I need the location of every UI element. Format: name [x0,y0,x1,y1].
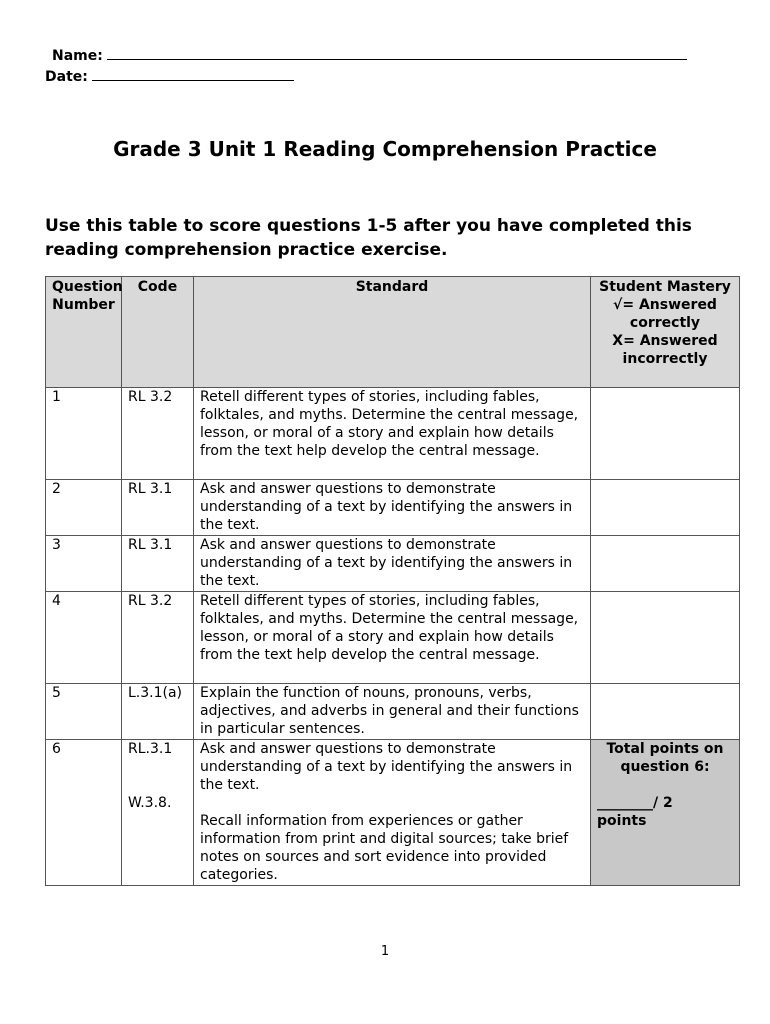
standard-text-2: Recall information from experiences or gather information from print and digital sources; take brief notes on sources and sort evidence into provided categories. [200,813,569,883]
standard-code [122,740,194,886]
table-row [46,480,740,536]
standard-text [194,740,591,886]
header-standard: Standard [194,277,591,388]
standard-text: Retell different types of stories, including fables, folktales, and myths. Determine the central message, lesson, or moral of a story and explain how details from the text help develop the central message. [194,388,591,480]
standard-text: Ask and answer questions to demonstrate understanding of a text by identifying the answers in the text. [194,480,591,536]
question-number: 2 [46,480,122,536]
header-row [46,277,740,388]
score-table [45,276,740,886]
standard-text: Ask and answer questions to demonstrate understanding of a text by identifying the answers in the text. [194,536,591,592]
name-line[interactable] [107,46,687,60]
question-number: 3 [46,536,122,592]
standard-code: RL 3.2 [122,592,194,684]
standard-code-2: W.3.8. [128,795,172,811]
question-number: 1 [46,388,122,480]
points-blank[interactable]: ________/ 2 [597,795,673,811]
mastery-cell[interactable] [591,592,740,684]
name-field[interactable] [52,46,687,64]
standard-text-1: Ask and answer questions to demonstrate understanding of a text by identifying the answers in the text. [200,741,573,793]
total-points-label: Total points on question 6: [606,741,724,775]
question-number: 4 [46,592,122,684]
standard-code: L.3.1(a) [122,684,194,740]
table-row [46,592,740,684]
header-mastery [591,277,740,388]
name-label: Name: [52,48,103,64]
date-field[interactable] [45,67,294,85]
table-row [46,536,740,592]
mastery-cell[interactable] [591,684,740,740]
standard-code: RL 3.1 [122,536,194,592]
question-number: 5 [46,684,122,740]
page-title: Grade 3 Unit 1 Reading Comprehension Practice [113,137,657,161]
standard-code: RL 3.2 [122,388,194,480]
date-label: Date: [45,69,88,85]
header-code: Code [122,277,194,388]
table-row [46,684,740,740]
mastery-cell[interactable] [591,388,740,480]
mastery-correct-key: √= Answered correctly [613,297,717,331]
mastery-title: Student Mastery [599,279,731,295]
standard-text: Retell different types of stories, including fables, folktales, and myths. Determine the central message, lesson, or moral of a story and explain how details from the text help develop the central message. [194,592,591,684]
question-number: 6 [46,740,122,886]
standard-code-1: RL.3.1 [128,741,173,757]
page-number: 1 [380,944,390,959]
standard-code: RL 3.1 [122,480,194,536]
table-row [46,388,740,480]
mastery-cell[interactable] [591,536,740,592]
instructions: Use this table to score questions 1-5 after you have completed this reading comprehension practice exercise. [45,216,692,260]
header-question-number: Question Number [46,277,122,388]
mastery-incorrect-key: X= Answered incorrectly [612,333,718,367]
standard-text: Explain the function of nouns, pronouns, verbs, adjectives, and adverbs in general and their functions in particular sentences. [194,684,591,740]
total-points-cell[interactable] [591,740,740,886]
points-label: points [597,813,647,829]
date-line[interactable] [92,67,294,81]
table-row [46,740,740,886]
mastery-cell[interactable] [591,480,740,536]
